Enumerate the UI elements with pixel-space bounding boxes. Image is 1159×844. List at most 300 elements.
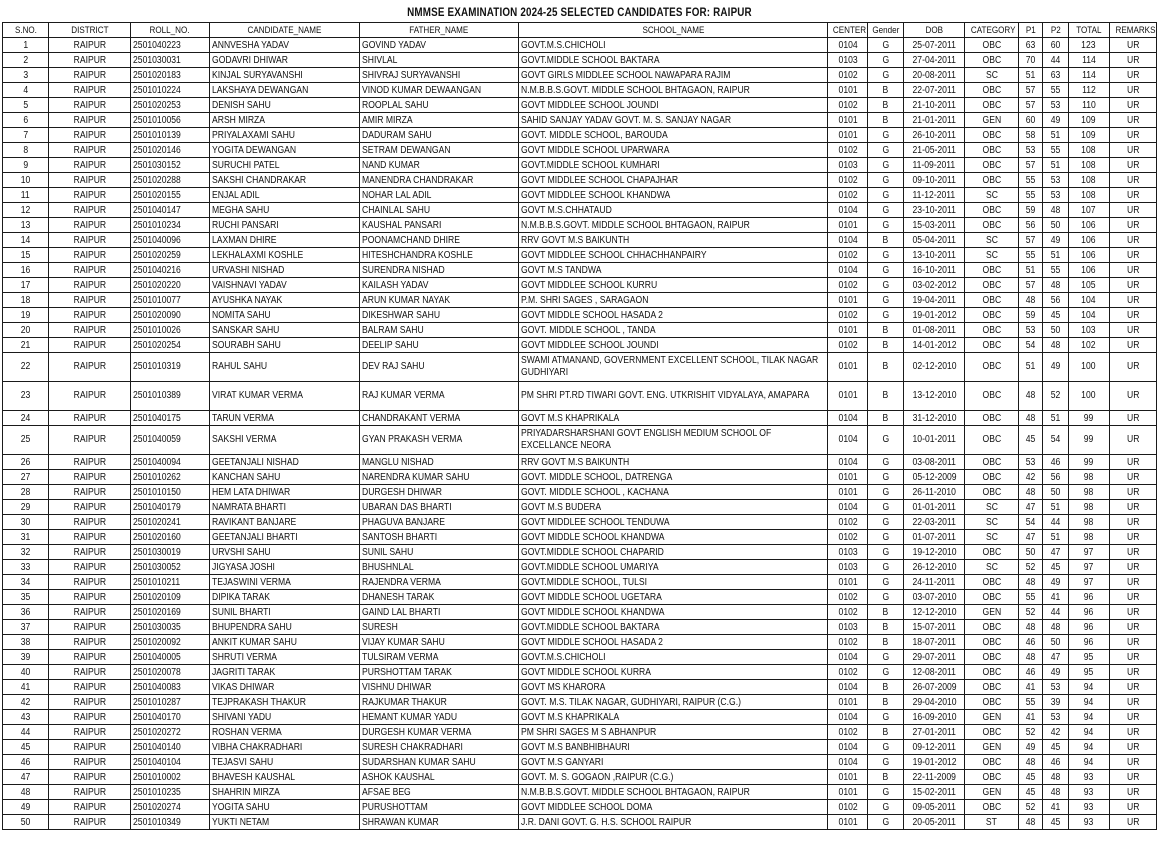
p2-cell: 63 <box>1043 68 1069 83</box>
table-row <box>3 815 1157 830</box>
gender-cell: B <box>868 113 904 128</box>
center-cell: 0102 <box>828 800 868 815</box>
father-name-cell: SHRAWAN KUMAR <box>360 815 519 830</box>
category-cell: SC <box>965 530 1018 545</box>
district-cell: RAIPUR <box>49 755 131 770</box>
p1-cell: 49 <box>1018 740 1043 755</box>
table-row <box>3 620 1157 635</box>
center-cell: 0104 <box>828 650 868 665</box>
candidate-name-cell: TEJASVI SAHU <box>209 755 360 770</box>
candidate-name-cell: SUNIL BHARTI <box>209 605 360 620</box>
district-cell: RAIPUR <box>49 38 131 53</box>
gender-cell: G <box>868 53 904 68</box>
table-row <box>3 785 1157 800</box>
roll-no-cell: 2501010211 <box>130 575 209 590</box>
father-name-cell: VINOD KUMAR DEWAANGAN <box>360 83 519 98</box>
sno-cell: 16 <box>3 263 49 278</box>
total-cell: 100 <box>1068 353 1109 382</box>
gender-cell: G <box>868 203 904 218</box>
gender-cell: G <box>868 426 904 455</box>
father-name-cell: ASHOK KAUSHAL <box>360 770 519 785</box>
total-cell: 96 <box>1068 635 1109 650</box>
remarks-cell: UR <box>1109 815 1156 830</box>
gender-cell: G <box>868 575 904 590</box>
dob-cell: 15-02-2011 <box>904 785 965 800</box>
gender-cell: G <box>868 755 904 770</box>
school-name-cell: GOVT.MIDDLE SCHOOL, TULSI <box>519 575 828 590</box>
father-name-cell: SURENDRA NISHAD <box>360 263 519 278</box>
candidate-name-cell: NOMITA SAHU <box>209 308 360 323</box>
p2-cell: 53 <box>1043 98 1069 113</box>
category-cell: OBC <box>965 680 1018 695</box>
center-cell: 0104 <box>828 500 868 515</box>
school-name-cell: PM SHRI SAGES M S ABHANPUR <box>519 725 828 740</box>
district-cell: RAIPUR <box>49 620 131 635</box>
total-cell: 94 <box>1068 740 1109 755</box>
father-name-cell: DHANESH TARAK <box>360 590 519 605</box>
table-row <box>3 128 1157 143</box>
candidate-name-cell: SAKSHI CHANDRAKAR <box>209 173 360 188</box>
candidate-name-cell: VAISHNAVI YADAV <box>209 278 360 293</box>
total-cell: 96 <box>1068 605 1109 620</box>
table-row <box>3 382 1157 411</box>
p2-cell: 46 <box>1043 455 1069 470</box>
roll-no-cell: 2501010139 <box>130 128 209 143</box>
sno-cell: 12 <box>3 203 49 218</box>
remarks-cell: UR <box>1109 382 1156 411</box>
dob-cell: 12-12-2010 <box>904 605 965 620</box>
gender-cell: G <box>868 500 904 515</box>
total-cell: 94 <box>1068 725 1109 740</box>
table-row <box>3 338 1157 353</box>
gender-cell: G <box>868 710 904 725</box>
center-cell: 0104 <box>828 263 868 278</box>
gender-cell: G <box>868 248 904 263</box>
category-cell: SC <box>965 68 1018 83</box>
candidate-name-cell: URVASHI NISHAD <box>209 263 360 278</box>
dob-cell: 03-08-2011 <box>904 455 965 470</box>
roll-no-cell: 2501030035 <box>130 620 209 635</box>
candidate-name-cell: SHRUTI VERMA <box>209 650 360 665</box>
p2-cell: 45 <box>1043 815 1069 830</box>
p1-cell: 53 <box>1018 143 1043 158</box>
table-row <box>3 98 1157 113</box>
p2-cell: 44 <box>1043 605 1069 620</box>
dob-cell: 26-12-2010 <box>904 560 965 575</box>
remarks-cell: UR <box>1109 203 1156 218</box>
school-name-cell: GOVT MS KHARORA <box>519 680 828 695</box>
category-cell: OBC <box>965 83 1018 98</box>
center-cell: 0104 <box>828 203 868 218</box>
candidate-name-cell: YUKTI NETAM <box>209 815 360 830</box>
dob-cell: 01-01-2011 <box>904 500 965 515</box>
category-cell: OBC <box>965 128 1018 143</box>
column-header-district: DISTRICT <box>49 23 131 38</box>
table-row <box>3 680 1157 695</box>
category-cell: OBC <box>965 590 1018 605</box>
category-cell: OBC <box>965 650 1018 665</box>
dob-cell: 22-11-2009 <box>904 770 965 785</box>
category-cell: GEN <box>965 710 1018 725</box>
p1-cell: 55 <box>1018 188 1043 203</box>
dob-cell: 26-10-2011 <box>904 128 965 143</box>
column-header-roll-no: ROLL_NO. <box>130 23 209 38</box>
total-cell: 112 <box>1068 83 1109 98</box>
remarks-cell: UR <box>1109 353 1156 382</box>
remarks-cell: UR <box>1109 293 1156 308</box>
total-cell: 105 <box>1068 278 1109 293</box>
total-cell: 97 <box>1068 575 1109 590</box>
center-cell: 0102 <box>828 278 868 293</box>
roll-no-cell: 2501040059 <box>130 426 209 455</box>
gender-cell: B <box>868 353 904 382</box>
dob-cell: 21-05-2011 <box>904 143 965 158</box>
dob-cell: 21-10-2011 <box>904 98 965 113</box>
remarks-cell: UR <box>1109 560 1156 575</box>
category-cell: SC <box>965 560 1018 575</box>
gender-cell: B <box>868 620 904 635</box>
district-cell: RAIPUR <box>49 143 131 158</box>
remarks-cell: UR <box>1109 308 1156 323</box>
gender-cell: B <box>868 83 904 98</box>
dob-cell: 11-12-2011 <box>904 188 965 203</box>
district-cell: RAIPUR <box>49 173 131 188</box>
district-cell: RAIPUR <box>49 278 131 293</box>
p2-cell: 50 <box>1043 323 1069 338</box>
district-cell: RAIPUR <box>49 411 131 426</box>
father-name-cell: KAUSHAL PANSARI <box>360 218 519 233</box>
school-name-cell: GOVT. MIDDLE SCHOOL , TANDA <box>519 323 828 338</box>
roll-no-cell: 2501020169 <box>130 605 209 620</box>
center-cell: 0101 <box>828 470 868 485</box>
roll-no-cell: 2501020254 <box>130 338 209 353</box>
total-cell: 95 <box>1068 650 1109 665</box>
candidate-name-cell: SOURABH SAHU <box>209 338 360 353</box>
candidate-name-cell: JAGRITI TARAK <box>209 665 360 680</box>
p2-cell: 51 <box>1043 500 1069 515</box>
dob-cell: 29-07-2011 <box>904 650 965 665</box>
column-header-category: CATEGORY <box>965 23 1018 38</box>
district-cell: RAIPUR <box>49 98 131 113</box>
category-cell: OBC <box>965 725 1018 740</box>
sno-cell: 44 <box>3 725 49 740</box>
total-cell: 109 <box>1068 113 1109 128</box>
dob-cell: 16-09-2010 <box>904 710 965 725</box>
remarks-cell: UR <box>1109 411 1156 426</box>
school-name-cell: N.M.B.B.S.GOVT. MIDDLE SCHOOL BHTAGAON, RAIPUR <box>519 83 828 98</box>
dob-cell: 02-12-2010 <box>904 353 965 382</box>
candidate-name-cell: URVSHI SAHU <box>209 545 360 560</box>
center-cell: 0102 <box>828 98 868 113</box>
total-cell: 106 <box>1068 248 1109 263</box>
dob-cell: 05-12-2009 <box>904 470 965 485</box>
p2-cell: 51 <box>1043 411 1069 426</box>
school-name-cell: GOVT.MIDDLE SCHOOL KUMHARI <box>519 158 828 173</box>
p2-cell: 54 <box>1043 426 1069 455</box>
school-name-cell: GOVT M.S GANYARI <box>519 755 828 770</box>
category-cell: SC <box>965 188 1018 203</box>
remarks-cell: UR <box>1109 680 1156 695</box>
sno-cell: 18 <box>3 293 49 308</box>
total-cell: 108 <box>1068 188 1109 203</box>
school-name-cell: N.M.B.B.S.GOVT. MIDDLE SCHOOL BHTAGAON, RAIPUR <box>519 785 828 800</box>
remarks-cell: UR <box>1109 53 1156 68</box>
total-cell: 104 <box>1068 293 1109 308</box>
category-cell: SC <box>965 515 1018 530</box>
total-cell: 96 <box>1068 590 1109 605</box>
category-cell: OBC <box>965 338 1018 353</box>
total-cell: 98 <box>1068 500 1109 515</box>
table-row <box>3 293 1157 308</box>
total-cell: 99 <box>1068 426 1109 455</box>
total-cell: 107 <box>1068 203 1109 218</box>
p1-cell: 70 <box>1018 53 1043 68</box>
district-cell: RAIPUR <box>49 500 131 515</box>
sno-cell: 36 <box>3 605 49 620</box>
total-cell: 102 <box>1068 338 1109 353</box>
table-row <box>3 470 1157 485</box>
gender-cell: G <box>868 218 904 233</box>
father-name-cell: HEMANT KUMAR YADU <box>360 710 519 725</box>
table-row <box>3 83 1157 98</box>
remarks-cell: UR <box>1109 218 1156 233</box>
sno-cell: 10 <box>3 173 49 188</box>
sno-cell: 8 <box>3 143 49 158</box>
p2-cell: 42 <box>1043 725 1069 740</box>
candidate-name-cell: RUCHI PANSARI <box>209 218 360 233</box>
gender-cell: G <box>868 143 904 158</box>
roll-no-cell: 2501040096 <box>130 233 209 248</box>
remarks-cell: UR <box>1109 263 1156 278</box>
center-cell: 0102 <box>828 338 868 353</box>
roll-no-cell: 2501020183 <box>130 68 209 83</box>
category-cell: OBC <box>965 278 1018 293</box>
sno-cell: 35 <box>3 590 49 605</box>
school-name-cell: GOVT.M.S.CHICHOLI <box>519 38 828 53</box>
category-cell: OBC <box>965 293 1018 308</box>
roll-no-cell: 2501020220 <box>130 278 209 293</box>
district-cell: RAIPUR <box>49 83 131 98</box>
center-cell: 0102 <box>828 590 868 605</box>
district-cell: RAIPUR <box>49 263 131 278</box>
district-cell: RAIPUR <box>49 426 131 455</box>
father-name-cell: PURSHOTTAM TARAK <box>360 665 519 680</box>
roll-no-cell: 2501010349 <box>130 815 209 830</box>
candidate-name-cell: SURUCHI PATEL <box>209 158 360 173</box>
school-name-cell: RRV GOVT M.S BAIKUNTH <box>519 233 828 248</box>
center-cell: 0102 <box>828 605 868 620</box>
district-cell: RAIPUR <box>49 635 131 650</box>
school-name-cell: GOVT MIDDLE SCHOOL UPARWARA <box>519 143 828 158</box>
remarks-cell: UR <box>1109 248 1156 263</box>
sno-cell: 29 <box>3 500 49 515</box>
roll-no-cell: 2501020241 <box>130 515 209 530</box>
father-name-cell: GAIND LAL BHARTI <box>360 605 519 620</box>
remarks-cell: UR <box>1109 530 1156 545</box>
p2-cell: 45 <box>1043 740 1069 755</box>
column-header-gender: Gender <box>868 23 904 38</box>
school-name-cell: GOVT. MIDDLE SCHOOL , KACHANA <box>519 485 828 500</box>
district-cell: RAIPUR <box>49 515 131 530</box>
center-cell: 0104 <box>828 680 868 695</box>
dob-cell: 19-01-2012 <box>904 308 965 323</box>
dob-cell: 11-09-2011 <box>904 158 965 173</box>
p2-cell: 51 <box>1043 530 1069 545</box>
gender-cell: G <box>868 815 904 830</box>
school-name-cell: GOVT.MIDDLE SCHOOL UMARIYA <box>519 560 828 575</box>
category-cell: OBC <box>965 98 1018 113</box>
remarks-cell: UR <box>1109 485 1156 500</box>
p1-cell: 55 <box>1018 695 1043 710</box>
total-cell: 110 <box>1068 98 1109 113</box>
category-cell: GEN <box>965 605 1018 620</box>
school-name-cell: PRIYADARSHARSHANI GOVT ENGLISH MEDIUM SCHOOL OF EXCELLANCE NEORA <box>519 426 828 455</box>
father-name-cell: AMIR MIRZA <box>360 113 519 128</box>
sno-cell: 9 <box>3 158 49 173</box>
dob-cell: 13-12-2010 <box>904 382 965 411</box>
district-cell: RAIPUR <box>49 530 131 545</box>
remarks-cell: UR <box>1109 695 1156 710</box>
father-name-cell: UBARAN DAS BHARTI <box>360 500 519 515</box>
total-cell: 93 <box>1068 800 1109 815</box>
gender-cell: B <box>868 382 904 411</box>
sno-cell: 37 <box>3 620 49 635</box>
total-cell: 94 <box>1068 755 1109 770</box>
p1-cell: 48 <box>1018 815 1043 830</box>
sno-cell: 11 <box>3 188 49 203</box>
total-cell: 98 <box>1068 515 1109 530</box>
dob-cell: 01-08-2011 <box>904 323 965 338</box>
candidate-name-cell: VIKAS DHIWAR <box>209 680 360 695</box>
center-cell: 0103 <box>828 53 868 68</box>
father-name-cell: HITESHCHANDRA KOSHLE <box>360 248 519 263</box>
center-cell: 0104 <box>828 455 868 470</box>
father-name-cell: SHIVLAL <box>360 53 519 68</box>
roll-no-cell: 2501020092 <box>130 635 209 650</box>
school-name-cell: GOVT MIDDLE SCHOOL KURRA <box>519 665 828 680</box>
p2-cell: 44 <box>1043 515 1069 530</box>
school-name-cell: GOVT MIDDLE SCHOOL KHANDWA <box>519 605 828 620</box>
p1-cell: 59 <box>1018 203 1043 218</box>
father-name-cell: DEELIP SAHU <box>360 338 519 353</box>
roll-no-cell: 2501010389 <box>130 382 209 411</box>
p2-cell: 48 <box>1043 620 1069 635</box>
district-cell: RAIPUR <box>49 203 131 218</box>
category-cell: OBC <box>965 308 1018 323</box>
candidate-name-cell: NAMRATA BHARTI <box>209 500 360 515</box>
table-row <box>3 530 1157 545</box>
candidate-name-cell: RAHUL SAHU <box>209 353 360 382</box>
district-cell: RAIPUR <box>49 308 131 323</box>
total-cell: 123 <box>1068 38 1109 53</box>
total-cell: 98 <box>1068 470 1109 485</box>
school-name-cell: GOVT M.S BANBHIBHAURI <box>519 740 828 755</box>
category-cell: OBC <box>965 426 1018 455</box>
gender-cell: B <box>868 605 904 620</box>
center-cell: 0102 <box>828 515 868 530</box>
center-cell: 0101 <box>828 113 868 128</box>
sno-cell: 20 <box>3 323 49 338</box>
father-name-cell: SURESH CHAKRADHARI <box>360 740 519 755</box>
table-row <box>3 575 1157 590</box>
roll-no-cell: 2501040216 <box>130 263 209 278</box>
remarks-cell: UR <box>1109 68 1156 83</box>
category-cell: OBC <box>965 485 1018 500</box>
table-row <box>3 218 1157 233</box>
total-cell: 97 <box>1068 560 1109 575</box>
district-cell: RAIPUR <box>49 800 131 815</box>
dob-cell: 20-08-2011 <box>904 68 965 83</box>
candidate-name-cell: RAVIKANT BANJARE <box>209 515 360 530</box>
p2-cell: 48 <box>1043 338 1069 353</box>
candidate-name-cell: ENJAL ADIL <box>209 188 360 203</box>
remarks-cell: UR <box>1109 635 1156 650</box>
sno-cell: 19 <box>3 308 49 323</box>
p2-cell: 50 <box>1043 218 1069 233</box>
roll-no-cell: 2501040170 <box>130 710 209 725</box>
table-row <box>3 500 1157 515</box>
total-cell: 98 <box>1068 530 1109 545</box>
father-name-cell: NAND KUMAR <box>360 158 519 173</box>
school-name-cell: GOVT MIDDLEE SCHOOL JOUNDI <box>519 98 828 113</box>
table-row <box>3 53 1157 68</box>
sno-cell: 6 <box>3 113 49 128</box>
table-row <box>3 233 1157 248</box>
p2-cell: 49 <box>1043 575 1069 590</box>
dob-cell: 03-02-2012 <box>904 278 965 293</box>
table-row <box>3 560 1157 575</box>
school-name-cell: GOVT M.S.CHHATAUD <box>519 203 828 218</box>
sno-cell: 43 <box>3 710 49 725</box>
roll-no-cell: 2501040179 <box>130 500 209 515</box>
gender-cell: B <box>868 635 904 650</box>
table-row <box>3 740 1157 755</box>
column-header-total: TOTAL <box>1068 23 1109 38</box>
p1-cell: 48 <box>1018 293 1043 308</box>
dob-cell: 25-07-2011 <box>904 38 965 53</box>
candidate-name-cell: TEJASWINI VERMA <box>209 575 360 590</box>
table-body <box>3 38 1157 830</box>
father-name-cell: DURGESH DHIWAR <box>360 485 519 500</box>
category-cell: OBC <box>965 411 1018 426</box>
candidate-name-cell: AYUSHKA NAYAK <box>209 293 360 308</box>
sno-cell: 27 <box>3 470 49 485</box>
roll-no-cell: 2501010234 <box>130 218 209 233</box>
column-header-remarks: REMARKS <box>1109 23 1156 38</box>
sno-cell: 38 <box>3 635 49 650</box>
district-cell: RAIPUR <box>49 665 131 680</box>
p1-cell: 48 <box>1018 755 1043 770</box>
roll-no-cell: 2501020078 <box>130 665 209 680</box>
total-cell: 95 <box>1068 665 1109 680</box>
table-row <box>3 143 1157 158</box>
total-cell: 106 <box>1068 263 1109 278</box>
roll-no-cell: 2501030019 <box>130 545 209 560</box>
dob-cell: 26-11-2010 <box>904 485 965 500</box>
p2-cell: 46 <box>1043 755 1069 770</box>
sno-cell: 40 <box>3 665 49 680</box>
p1-cell: 60 <box>1018 113 1043 128</box>
p2-cell: 51 <box>1043 128 1069 143</box>
p1-cell: 57 <box>1018 158 1043 173</box>
dob-cell: 14-01-2012 <box>904 338 965 353</box>
roll-no-cell: 2501040094 <box>130 455 209 470</box>
father-name-cell: BALRAM SAHU <box>360 323 519 338</box>
school-name-cell: GOVT MIDDLEE SCHOOL DOMA <box>519 800 828 815</box>
dob-cell: 22-03-2011 <box>904 515 965 530</box>
p1-cell: 55 <box>1018 248 1043 263</box>
roll-no-cell: 2501020272 <box>130 725 209 740</box>
